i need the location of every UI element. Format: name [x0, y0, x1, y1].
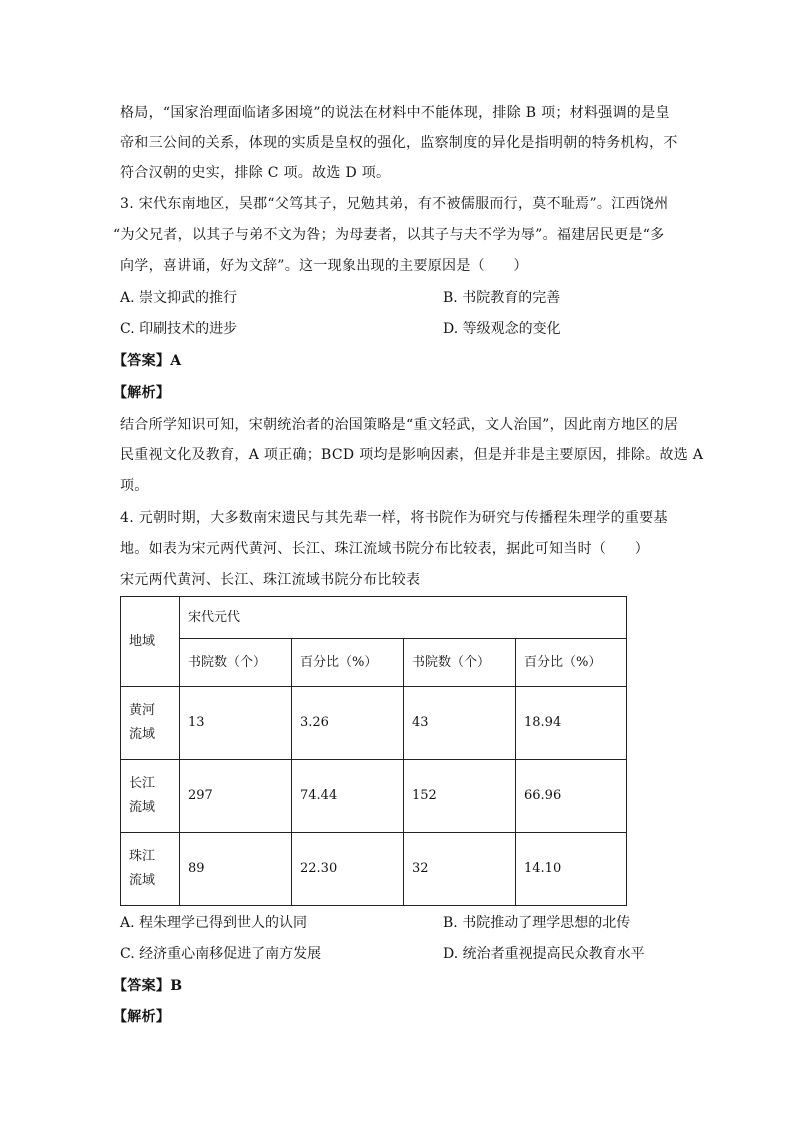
analysis-label: 【解析】	[113, 1009, 171, 1025]
table-cell: 22.30	[292, 833, 404, 906]
region-name: 珠江	[129, 849, 156, 864]
region-name: 长江	[129, 776, 156, 791]
analysis-label: 【解析】	[113, 385, 171, 401]
table-cell: 3.26	[292, 687, 404, 760]
region-suffix: 流域	[129, 873, 156, 888]
table-cell: 89	[180, 833, 292, 906]
answer-label: 【答案】A	[113, 353, 182, 369]
table-cell: 43	[404, 687, 516, 760]
table-row	[121, 833, 627, 906]
column-header: 百分比（%）	[516, 639, 627, 687]
region-cell	[121, 833, 180, 906]
paragraph-line: 符合汉朝的史实，排除 C 项。故选 D 项。	[120, 165, 391, 181]
option-c: C. 经济重心南移促进了南方发展	[120, 946, 322, 962]
option-a: A. 崇文抑武的推行	[120, 290, 238, 306]
question-3-stem: 向学，喜讲诵，好为文辞”。这一现象出现的主要原因是（ ）	[120, 258, 528, 274]
column-header: 书院数（个）	[180, 639, 292, 687]
option-a: A. 程朱理学已得到世人的认同	[120, 915, 308, 931]
analysis-text: 民重视文化及教育，A 项正确；BCD 项均是影响因素，但是并非是主要原因，排除。故选 A	[120, 447, 704, 463]
period-header: 宋代元代	[180, 597, 627, 639]
option-d: D. 统治者重视提高民众教育水平	[443, 946, 645, 962]
distribution-table	[120, 596, 627, 906]
option-b: B. 书院推动了理学思想的北传	[443, 915, 631, 931]
table-row	[121, 687, 627, 760]
answer-label: 【答案】B	[113, 978, 183, 994]
column-header: 书院数（个）	[404, 639, 516, 687]
table-cell: 297	[180, 760, 292, 833]
paragraph-line: 格局，“国家治理面临诸多困境”的说法在材料中不能体现，排除 B 项；材料强调的是皇	[120, 105, 670, 121]
region-name: 黄河	[129, 703, 156, 718]
table-cell: 18.94	[516, 687, 627, 760]
table-caption: 宋元两代黄河、长江、珠江流域书院分布比较表	[120, 572, 421, 588]
table-cell: 74.44	[292, 760, 404, 833]
table-cell: 13	[180, 687, 292, 760]
region-cell	[121, 687, 180, 760]
table-cell: 66.96	[516, 760, 627, 833]
region-cell	[121, 760, 180, 833]
table-cell: 152	[404, 760, 516, 833]
question-4-stem: 地。如表为宋元两代黄河、长江、珠江流域书院分布比较表，据此可知当时（ ）	[120, 541, 650, 557]
column-header: 百分比（%）	[292, 639, 404, 687]
region-header: 地域	[121, 597, 180, 687]
question-3-stem: 3. 宋代东南地区，吴郡“父笃其子，兄勉其弟，有不被儒服而行，莫不耻焉”。江西饶州	[120, 196, 669, 212]
table-cell: 32	[404, 833, 516, 906]
option-b: B. 书院教育的完善	[443, 290, 561, 306]
paragraph-line: 帝和三公间的关系，体现的实质是皇权的强化，监察制度的异化是指明朝的特务机构，不	[120, 135, 678, 151]
option-c: C. 印刷技术的进步	[120, 321, 238, 337]
region-suffix: 流域	[129, 800, 156, 815]
region-suffix: 流域	[129, 727, 156, 742]
analysis-text: 项。	[120, 478, 149, 494]
table-row	[121, 760, 627, 833]
question-3-stem: “为父兄者，以其子与弟不文为咎；为母妻者，以其子与夫不学为辱”。福建居民更是“多	[113, 227, 665, 243]
analysis-text: 结合所学知识可知，宋朝统治者的治国策略是“重文轻武，文人治国”，因此南方地区的居	[120, 417, 679, 433]
table-cell: 14.10	[516, 833, 627, 906]
question-4-stem: 4. 元朝时期，大多数南宋遗民与其先辈一样，将书院作为研究与传播程朱理学的重要基	[120, 510, 668, 526]
option-d: D. 等级观念的变化	[443, 321, 561, 337]
